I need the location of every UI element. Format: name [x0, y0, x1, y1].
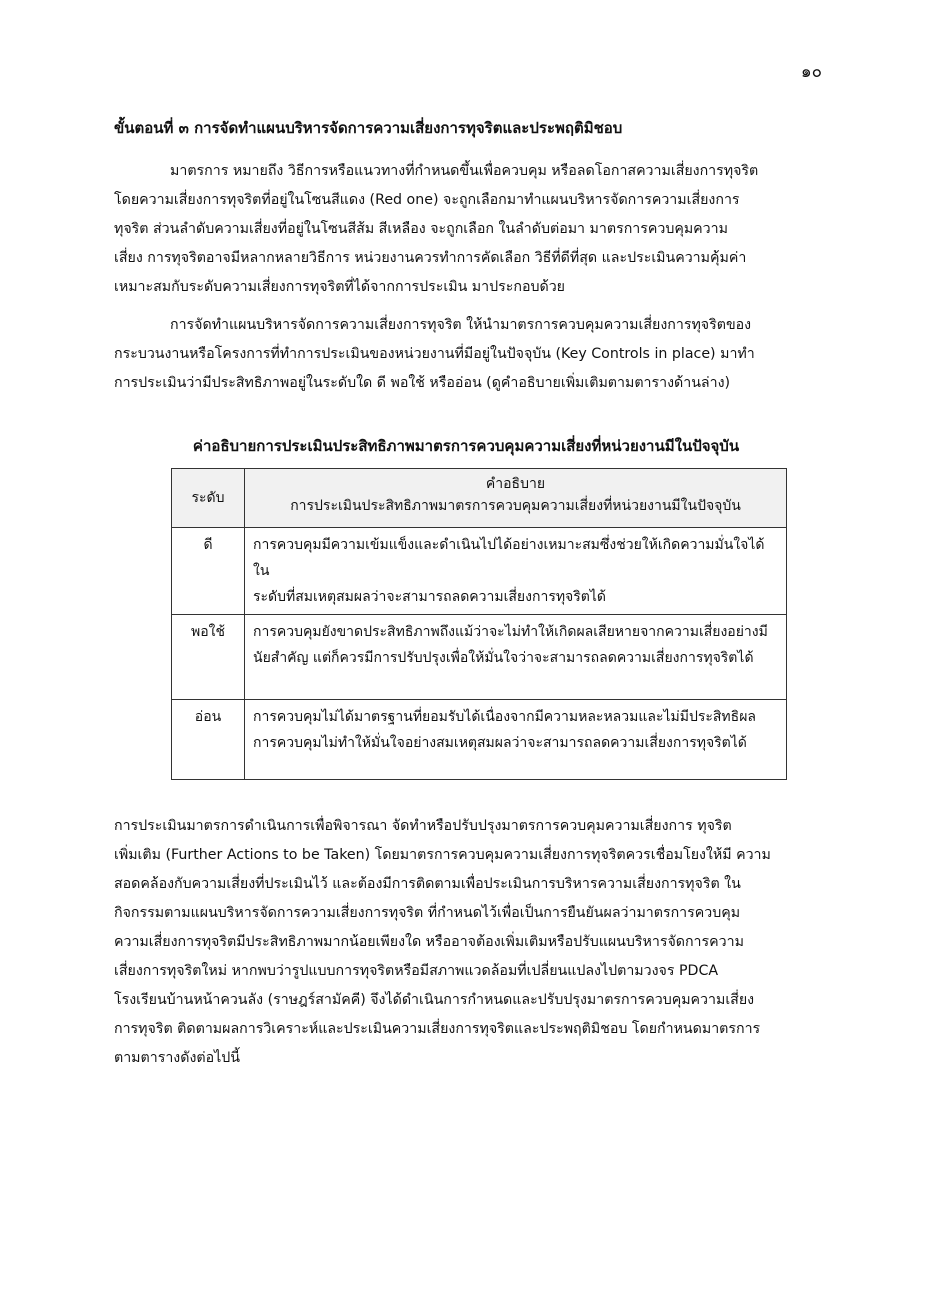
description-line: การควบคุมไม่ได้มาตรฐานที่ยอมรับได้เนื่องจากมีความหละหลวมและไม่มีประสิทธิผล [253, 709, 756, 725]
paragraph-line: เสี่ยง การทุจริตอาจมีหลากหลายวิธีการ หน่วยงานควรทำการคัดเลือก วิธีที่ดีที่สุด และประเมินความคุ้มค่า [114, 250, 747, 266]
paragraph-line: เพิ่มเติม (Further Actions to be Taken) โดยมาตรการควบคุมความเสี่ยงการทุจริตควรเชื่อมโยงให้มี ความ [114, 847, 771, 863]
table-header-row [172, 469, 787, 528]
table-caption: ค่าอธิบายการประเมินประสิทธิภาพมาตรการควบคุมความเสี่ยงที่หน่วยงานมีในปัจจุบัน [192, 437, 740, 455]
table-row [172, 615, 787, 700]
paragraph-line: การประเมินว่ามีประสิทธิภาพอยู่ในระดับใด ดี พอใช้ หรืออ่อน (ดูคำอธิบายเพิ่มเติมตามตารางด้านล่าง) [114, 375, 731, 391]
paragraph-measure-assessment [114, 812, 818, 1073]
paragraph-line: เหมาะสมกับระดับความเสี่ยงการทุจริตที่ได้จากการประเมิน มาประกอบด้วย [114, 279, 565, 295]
paragraph-line: มาตรการ หมายถึง วิธีการหรือแนวทางที่กำหนดขึ้นเพื่อควบคุม หรือลดโอกาสความเสี่ยงการทุจริต [170, 163, 759, 179]
paragraph-line: เสี่ยงการทุจริตใหม่ หากพบว่ารูปแบบการทุจริตหรือมีสภาพแวดล้อมที่เปลี่ยนแปลงไปตามวงจร PDCA [114, 963, 719, 979]
paragraph-line: โรงเรียนบ้านหน้าควนลัง (ราษฎร์สามัคคี) จึงได้ดำเนินการกำหนดและปรับปรุงมาตรการควบคุมความเสี่ยง [114, 992, 755, 1008]
header-description-title: คำอธิบาย [485, 476, 546, 492]
page-number: ๑๐ [800, 62, 822, 82]
description-line: การควบคุมยังขาดประสิทธิภาพถึงแม้ว่าจะไม่ทำให้เกิดผลเสียหายจากความเสี่ยงอย่างมี [253, 624, 768, 640]
paragraph-line: กิจกรรมตามแผนบริหารจัดการความเสี่ยงการทุจริต ที่กำหนดไว้เพื่อเป็นการยืนยันผลว่ามาตรการควบคุม [114, 905, 741, 921]
level-fair: พอใช้ [172, 615, 245, 700]
header-level: ระดับ [172, 469, 245, 528]
paragraph-plan-preparation [114, 311, 818, 398]
paragraph-line: การประเมินมาตรการดำเนินการเพื่อพิจารณา จัดทำหรือปรับปรุงมาตรการควบคุมความเสี่ยงการ ทุจริต [114, 818, 732, 834]
paragraph-line: โดยความเสี่ยงการทุจริตที่อยู่ในโซนสีแดง (Red one) จะถูกเลือกมาทำแผนบริหารจัดการความเสี่ยงการ [114, 192, 740, 208]
paragraph-measures-definition [114, 157, 818, 302]
level-description [245, 528, 787, 615]
paragraph-line: ตามตารางดังต่อไปนี้ [114, 1050, 240, 1066]
section-heading: ขั้นตอนที่ ๓ การจัดทำแผนบริหารจัดการความเสี่ยงการทุจริตและประพฤติมิชอบ [114, 119, 623, 137]
description-line: การควบคุมมีความเข้มแข็งและดำเนินไปได้อย่างเหมาะสมซึ่งช่วยให้เกิดความมั่นใจได้ใน [253, 537, 765, 579]
effectiveness-criteria-table [171, 468, 787, 780]
paragraph-line: กระบวนงานหรือโครงการที่ทำการประเมินของหน่วยงานที่มีอยู่ในปัจจุบัน (Key Controls in place) มาทำ [114, 346, 755, 362]
paragraph-line: สอดคล้องกับความเสี่ยงที่ประเมินไว้ และต้องมีการติดตามเพื่อประเมินการบริหารความเสี่ยงการทุจริต ใน [114, 876, 741, 892]
table-row [172, 700, 787, 780]
level-good: ดี [172, 528, 245, 615]
table-row [172, 528, 787, 615]
level-description [245, 615, 787, 700]
paragraph-line: ความเสี่ยงการทุจริตมีประสิทธิภาพมากน้อยเพียงใด หรืออาจต้องเพิ่มเติมหรือปรับแผนบริหารจัดการความ [114, 934, 744, 950]
header-description-subtitle: การประเมินประสิทธิภาพมาตรการควบคุมความเสี่ยงที่หน่วยงานมีในปัจจุบัน [290, 498, 741, 514]
paragraph-line: ทุจริต ส่วนลำดับความเสี่ยงที่อยู่ในโซนสีส้ม สีเหลือง จะถูกเลือก ในลำดับต่อมา มาตรการควบคุมความ [114, 221, 728, 237]
paragraph-line: การจัดทำแผนบริหารจัดการความเสี่ยงการทุจริต ให้นำมาตรการควบคุมความเสี่ยงการทุจริตของ [170, 317, 752, 333]
description-line: นัยสำคัญ แต่ก็ควรมีการปรับปรุงเพื่อให้มั่นใจว่าจะสามารถลดความเสี่ยงการทุจริตได้ [253, 650, 754, 666]
description-line: ระดับที่สมเหตุสมผลว่าจะสามารถลดความเสี่ยงการทุจริตได้ [253, 589, 607, 605]
level-description [245, 700, 787, 780]
header-description [245, 469, 787, 528]
description-line: การควบคุมไม่ทำให้มั่นใจอย่างสมเหตุสมผลว่าจะสามารถลดความเสี่ยงการทุจริตได้ [253, 735, 747, 751]
level-weak: อ่อน [172, 700, 245, 780]
paragraph-line: การทุจริต ติดตามผลการวิเคราะห์และประเมินความเสี่ยงการทุจริตและประพฤติมิชอบ โดยกำหนดมาตรการ [114, 1021, 761, 1037]
